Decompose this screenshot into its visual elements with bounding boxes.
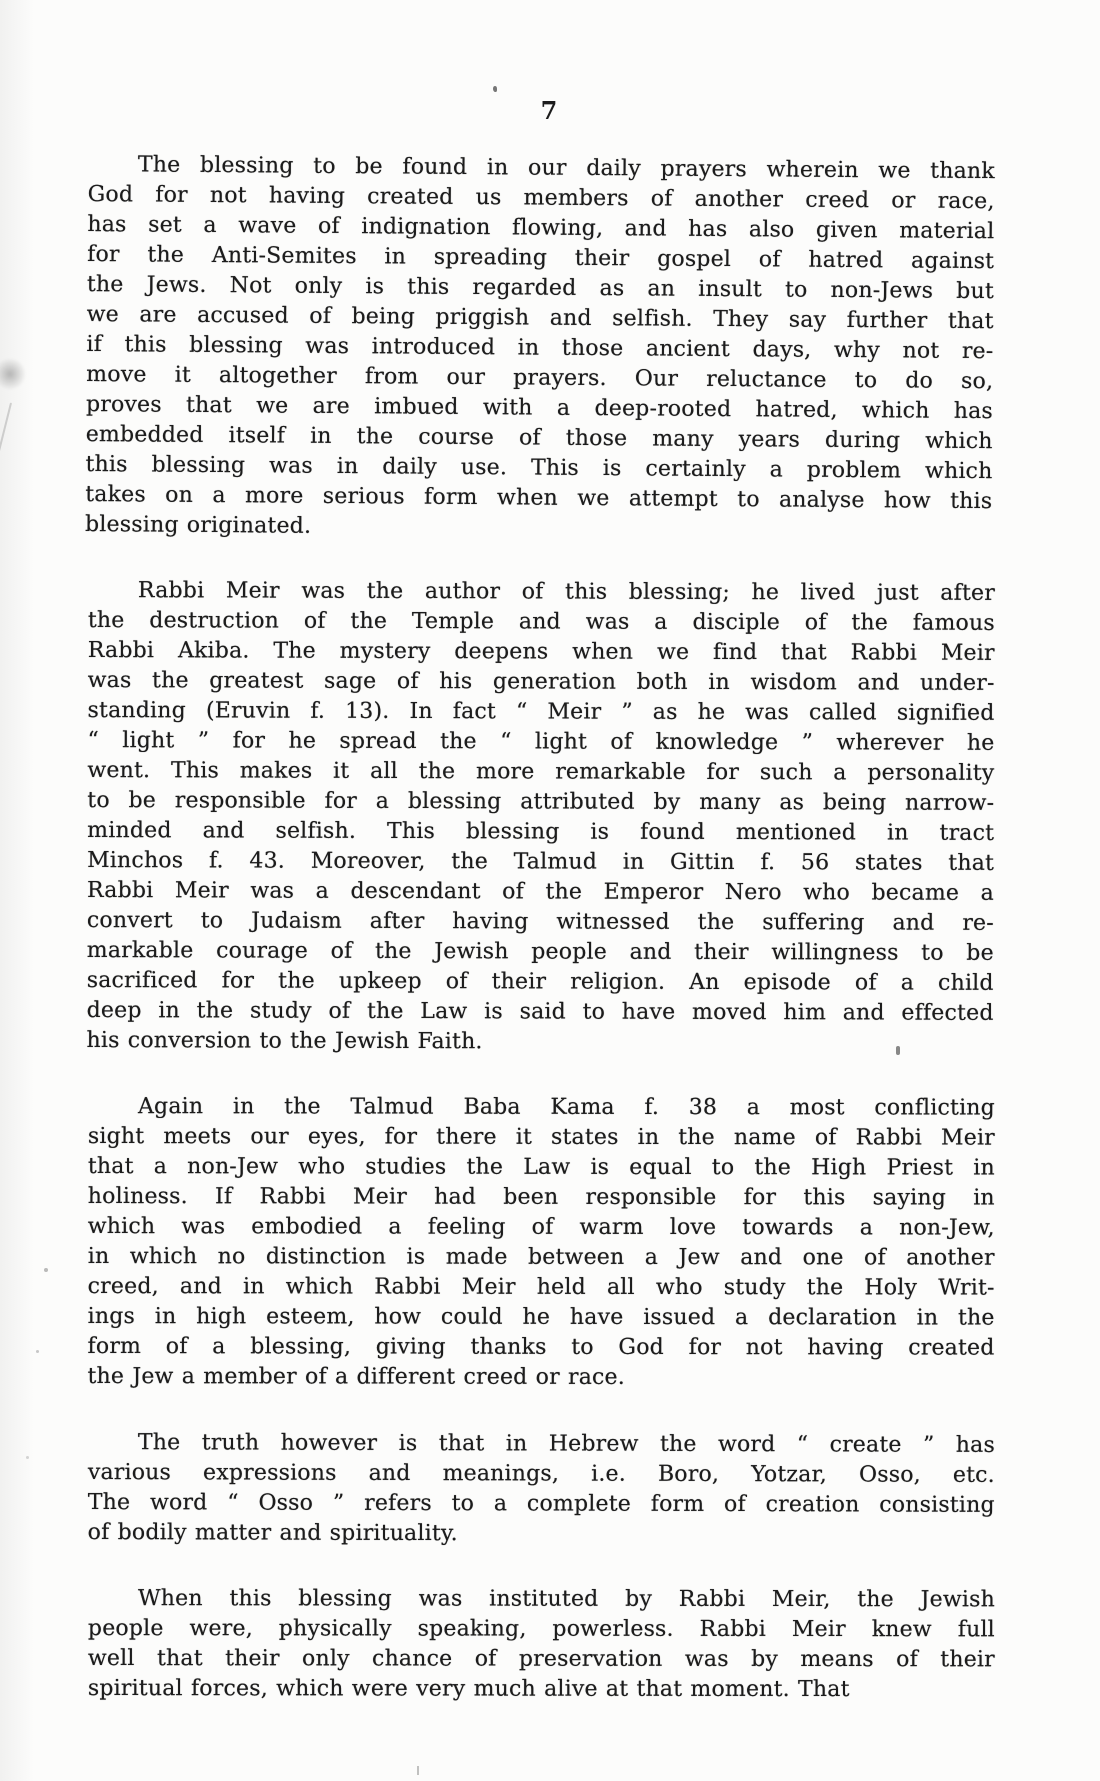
text-line: the Jews. Not only is this regarded as an insult to non-Jews but	[86, 271, 995, 305]
text-line: holiness. If Rabbi Meir had been responsible for this saying in	[87, 1183, 995, 1211]
scan-artifact-speck	[417, 1766, 419, 1775]
text-line: that a non-Jew who studies the Law is equal to the High Priest in	[87, 1153, 995, 1181]
text-line: The truth however is that in Hebrew the word “ create ” has	[137, 1430, 995, 1458]
text-line: embedded itself in the course of those many years during which	[85, 421, 993, 455]
text-line: the destruction of the Temple and was a disciple of the famous	[87, 607, 995, 636]
text-line: to be responsible for a blessing attributed by many as being narrow-	[87, 787, 995, 816]
text-line: Again in the Talmud Baba Kama f. 38 a most conflicting	[137, 1094, 995, 1121]
text-line: for the Anti-Semites in spreading their gospel of hatred against	[87, 241, 995, 275]
text-line: went. This makes it all the more remarkable for such a personality	[87, 757, 995, 786]
text-line: the Jew a member of a different creed or race.	[87, 1363, 626, 1390]
text-line: various expressions and meanings, i.e. Boro, Yotzar, Osso, etc.	[87, 1459, 995, 1488]
scan-artifact-dot	[44, 1268, 48, 1272]
page-number: 7	[540, 96, 559, 125]
text-line: minded and selfish. This blessing is found mentioned in tract	[87, 817, 995, 846]
scan-artifact-dot	[26, 1456, 29, 1459]
text-line: markable courage of the Jewish people and their willingness to be	[86, 937, 994, 966]
scan-artifact-smudge	[0, 358, 26, 390]
text-line: was the greatest sage of his generation both in wisdom and under-	[87, 667, 995, 696]
text-line: this blessing was in daily use. This is certainly a problem which	[85, 451, 993, 485]
text-line: convert to Judaism after having witnessed the suffering and re-	[86, 907, 994, 936]
text-line: God for not having created us members of another creed or race,	[87, 181, 995, 215]
text-line: in which no distinction is made between a Jew and one of another	[87, 1243, 995, 1271]
paragraph-5	[88, 1584, 995, 1705]
text-line: sacrificed for the upkeep of their religion. An episode of a child	[86, 967, 994, 996]
scan-artifact-scratch	[0, 403, 12, 452]
text-line: people were, physically speaking, powerless. Rabbi Meir knew full	[87, 1616, 995, 1643]
paragraph-1	[85, 150, 995, 547]
text-line: blessing originated.	[84, 511, 312, 539]
text-line: spiritual forces, which were very much alive at that moment. That	[87, 1675, 850, 1703]
scan-artifact-dot	[36, 1350, 39, 1353]
text-line: When this blessing was instituted by Rabbi Meir, the Jewish	[137, 1586, 995, 1613]
text-line: if this blessing was introduced in those ancient days, why not re-	[86, 331, 994, 365]
text-line: standing (Eruvin f. 13). In fact “ Meir ” as he was called signified	[87, 697, 995, 726]
text-line: Rabbi Meir was a descendant of the Emperor Nero who became a	[86, 877, 995, 906]
text-line: proves that we are imbued with a deep-rooted hatred, which has	[85, 391, 994, 425]
paragraph-4	[88, 1428, 995, 1551]
text-line: The word “ Osso ” refers to a complete form of creation consisting	[87, 1489, 995, 1518]
text-line: has set a wave of indignation flowing, and has also given material	[87, 211, 995, 245]
text-line: his conversion to the Jewish Faith.	[86, 1027, 483, 1055]
text-line: Rabbi Meir was the author of this blessing; he lived just after	[137, 578, 995, 606]
text-line: The blessing to be found in our daily prayers wherein we thank	[137, 152, 995, 185]
text-line: well that their only chance of preservation was by means of their	[87, 1646, 995, 1673]
text-line: of bodily matter and spirituality.	[87, 1519, 458, 1547]
scan-artifact-speck	[493, 86, 497, 92]
text-line: move it altogether from our prayers. Our reluctance to do so,	[86, 361, 994, 395]
text-line: which was embodied a feeling of warm love towards a non-Jew,	[87, 1213, 995, 1241]
page-text-body	[84, 150, 995, 1740]
scan-gutter-shading	[0, 0, 34, 1781]
text-line: form of a blessing, giving thanks to God for not having created	[87, 1333, 995, 1361]
text-line: “ light ” for he spread the “ light of knowledge ” wherever he	[87, 727, 995, 756]
text-line: creed, and in which Rabbi Meir held all who study the Holy Writ-	[87, 1273, 995, 1301]
text-line: ings in high esteem, how could he have issued a declaration in the	[87, 1303, 995, 1331]
paragraph-3	[87, 1092, 995, 1394]
text-line: sight meets our eyes, for there it states in the name of Rabbi Meir	[87, 1124, 995, 1151]
text-line: deep in the study of the Law is said to have moved him and effected	[86, 997, 994, 1026]
text-line: Rabbi Akiba. The mystery deepens when we find that Rabbi Meir	[87, 637, 995, 666]
text-line: takes on a more serious form when we attempt to analyse how this	[85, 481, 993, 515]
text-line: Minchos f. 43. Moreover, the Talmud in Gittin f. 56 states that	[87, 847, 995, 876]
paragraph-2	[86, 576, 995, 1059]
text-line: we are accused of being priggish and selfish. They say further that	[86, 301, 994, 335]
